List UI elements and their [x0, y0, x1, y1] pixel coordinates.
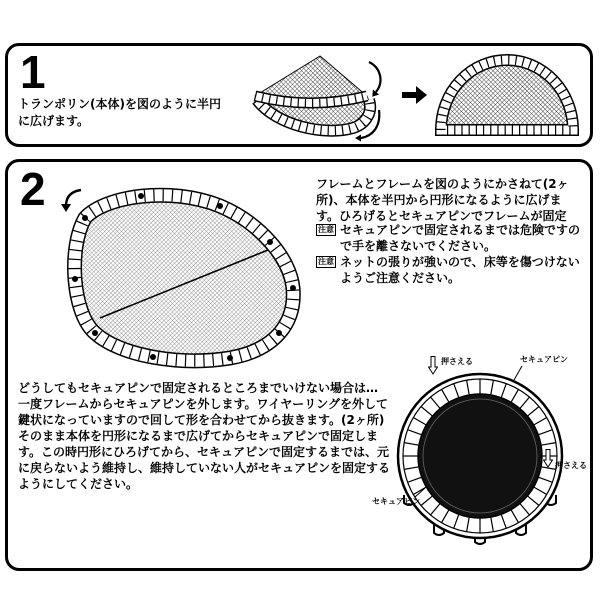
fallback-line: そのまま本体を円形になるまで広げてからセキュアピンで固定しま — [18, 429, 379, 443]
mesh-net — [441, 60, 573, 130]
caution-note — [340, 254, 580, 286]
caution-line: セキュアピンで固定されるまでは危険ですの — [340, 223, 581, 237]
frame-bolt — [267, 239, 273, 245]
secure-pin-label: セキュアピン — [520, 355, 568, 364]
frame-bolt — [82, 215, 88, 221]
step-1-instruction — [18, 96, 221, 130]
step-number: 2 — [20, 163, 46, 215]
caution-note — [340, 222, 580, 254]
instruction-line: 所)、本体を半円から円形になるように広げま — [316, 193, 562, 207]
half-open-trampoline-illustration — [432, 50, 582, 142]
step-2-instruction — [316, 176, 569, 224]
frame-bolt — [290, 285, 296, 291]
frame-bolt — [276, 330, 282, 336]
rotate-arrow-icon — [61, 190, 81, 212]
caution-label: 注意 — [318, 257, 334, 266]
frame-bolt — [138, 193, 144, 199]
instruction-line: フレームとフレームを図のようにかさねて(2ヶ — [316, 177, 569, 191]
instruction-line: トランポリン(本体)を図のように半円 — [18, 97, 221, 111]
down-arrow-icon — [428, 356, 438, 375]
fallback-line: 一度フレームからセキュアピンを外します。ワイヤーリングを外して — [18, 397, 388, 411]
frame-bolt — [217, 203, 223, 209]
caution-line: ようご注意ください。 — [340, 271, 461, 285]
frame-bolt — [227, 355, 233, 361]
frame-bolt — [92, 330, 98, 336]
frame-bolt — [150, 354, 156, 360]
fallback-line: ようにしてください。 — [18, 477, 139, 491]
rotate-arrow-icon — [369, 62, 380, 97]
caution-line: で手を離さないでください。 — [340, 239, 497, 253]
fallback-line: 鍵状になっていますので回して形を合わせてから抜きます。(2ヶ所) — [18, 413, 385, 427]
down-arrow-icon — [543, 449, 553, 468]
step-1-panel — [5, 43, 593, 147]
caution-label: 注意 — [318, 225, 334, 234]
opened-trampoline-illustration — [60, 178, 305, 373]
fallback-line: す。この時円形にひろげてから、セキュアピンで固定するまでは、元 — [18, 445, 390, 459]
press-label: 押さえる — [441, 357, 473, 366]
step-number: 1 — [20, 46, 46, 98]
press-label: 押さえる — [555, 461, 587, 470]
frame-bolt — [72, 276, 78, 282]
completed-trampoline-illustration — [385, 345, 585, 550]
right-arrow-icon — [402, 86, 428, 104]
jumping-mat — [418, 394, 542, 518]
leader-line — [514, 366, 522, 380]
fallback-line: どうしてもセキュアピンで固定されるところまでいけない場合は… — [18, 381, 379, 395]
step-2-panel — [5, 159, 593, 571]
fallback-line: に戻らないよう維持し、維持していない人がセキュアピンを固定する — [18, 461, 391, 475]
folded-trampoline-illustration — [245, 50, 385, 142]
caution-line: ネットの張りが強いので、床等を傷つけない — [340, 255, 580, 269]
secure-pin-label: セキュアピン — [372, 497, 420, 506]
fallback-instruction — [18, 380, 390, 492]
instruction-line: に広げます。 — [18, 114, 90, 128]
instruction-line: す。ひろげるとセキュアピンでフレームが固定 — [316, 209, 567, 223]
